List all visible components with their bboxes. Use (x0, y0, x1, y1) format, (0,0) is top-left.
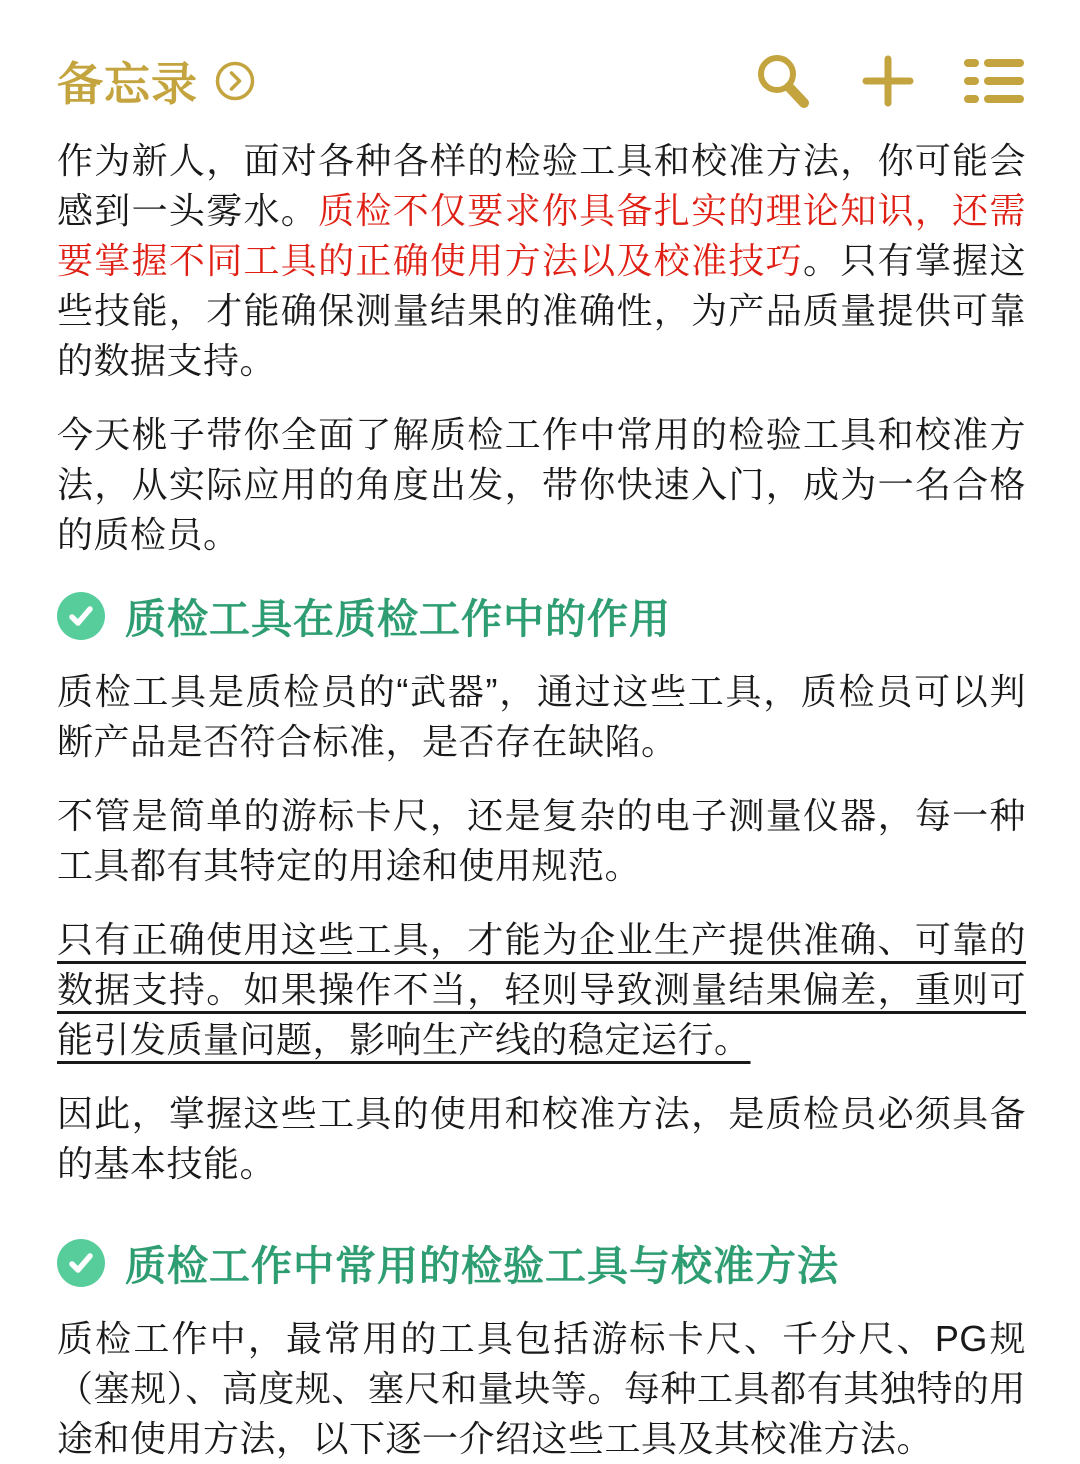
note-body[interactable] (57, 136, 1026, 1464)
section1-title: 质检工具在质检工作中的作用 (125, 596, 671, 642)
search-icon[interactable] (752, 50, 814, 112)
intro-p1-text: 作为新人，面对各种各样的检验工具和校准方法，你可能会感到一头雾水。 (57, 140, 1026, 231)
section1-paragraph-3-underlined: 只有正确使用这些工具，才能为企业生产提供准确、可靠的数据支持。如果操作不当，轻则导致测量结果偏差，重则可能引发质量问题，影响生产线的稳定运行。 (57, 919, 1026, 1060)
header-bar (57, 48, 1026, 114)
section2-paragraph-1: 质检工作中，最常用的工具包括游标卡尺、千分尺、PG规（塞规）、高度规、塞尺和量块等。每种工具都有其独特的用途和使用方法，以下逐一介绍这些工具及其校准方法。 (57, 1318, 1026, 1459)
section2-title: 质检工作中常用的检验工具与校准方法 (125, 1243, 839, 1289)
check-circle-icon (57, 1239, 105, 1287)
intro-paragraph-1 (57, 136, 1026, 386)
folder-nav[interactable] (57, 48, 256, 114)
section1-heading (57, 586, 1026, 645)
chevron-right-circle-icon[interactable] (214, 60, 256, 102)
section1-paragraph-4: 因此，掌握这些工具的使用和校准方法，是质检员必须具备的基本技能。 (57, 1093, 1026, 1184)
intro-p1-highlight-red: 质检不仅要求你具备扎实的理论知识，还需要掌握不同工具的正确使用方法以及校准技巧 (57, 190, 1026, 281)
section1-paragraph-2: 不管是简单的游标卡尺，还是复杂的电子测量仪器，每一种工具都有其特定的用途和使用规范。 (57, 795, 1026, 886)
new-note-icon[interactable] (860, 53, 916, 109)
section1-paragraph-1: 质检工具是质检员的“武器”，通过这些工具，质检员可以判断产品是否符合标准，是否存在缺陷。 (57, 671, 1026, 762)
check-circle-icon (57, 592, 105, 640)
header-actions (752, 50, 1026, 112)
intro-p1-text-2: 。只有掌握这些技能，才能确保测量结果的准确性，为产品质量提供可靠的数据支持。 (57, 240, 1026, 381)
intro-paragraph-2: 今天桃子带你全面了解质检工作中常用的检验工具和校准方法，从实际应用的角度出发，带你快速入门，成为一名合格的质检员。 (57, 414, 1026, 555)
list-view-icon[interactable] (962, 53, 1026, 109)
app-title[interactable]: 备忘录 (57, 58, 198, 110)
section2-heading (57, 1233, 1026, 1292)
